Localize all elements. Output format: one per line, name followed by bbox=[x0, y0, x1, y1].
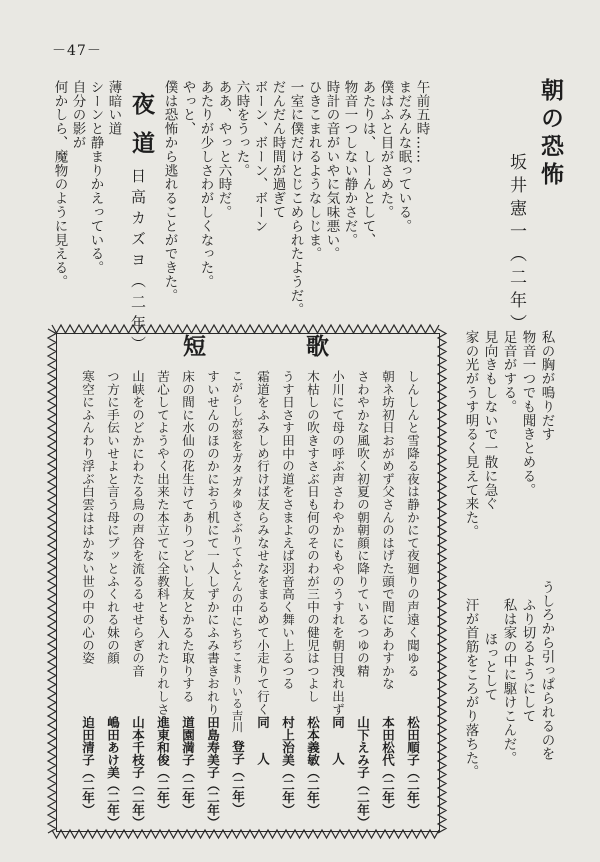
tanka-author: 同人 bbox=[330, 716, 346, 789]
tanka-author: 山下えみ子（二年） bbox=[355, 716, 371, 829]
poem1-line: 物音一つしない静かさだ。 bbox=[341, 80, 358, 247]
tanka-author: 松田順子（二年） bbox=[405, 716, 421, 816]
tanka-title-char: 歌 bbox=[302, 334, 329, 362]
tanka-title-2 bbox=[177, 334, 208, 362]
tanka-text: つ方に手伝いせよと言う母にプッとふくれる妹の顔 bbox=[105, 370, 121, 665]
tanka-title-char: 短 bbox=[179, 334, 206, 362]
tanka-text: うす日さす田中の道をさまよえば羽音高く舞い上るつる bbox=[280, 370, 296, 690]
poem2-line: ほっとして bbox=[481, 632, 498, 702]
poem1-line: ボーン、ボーン、ボーン bbox=[251, 80, 268, 233]
tanka-text: さわやかな風吹く初夏の朝朝顔に降りているつゆの精 bbox=[355, 370, 371, 678]
poem2-line: 私の胸が鳴りだす bbox=[538, 330, 555, 442]
poem2-line: 物音一つでも聞きとめる。 bbox=[519, 330, 536, 497]
poem1-line: ひきこまれるようなしじま。 bbox=[305, 80, 322, 261]
poem1-line: やっと、 bbox=[179, 80, 196, 136]
poem1-line: 一室に僕だけとじこめられたようだ。 bbox=[287, 80, 304, 317]
tanka-author: 本田松代（二年） bbox=[380, 716, 396, 816]
tanka-text: すいせんのほのかにおう机にて一人しずかにふみ書きおれり bbox=[205, 370, 221, 716]
poem2-title: 夜道 bbox=[128, 92, 155, 170]
tanka-text: しんしんと雪降る夜は静かにて夜廻りの声遠く聞ゆる bbox=[405, 370, 421, 678]
poem2-line: 私は家の中に駆けこんだ。 bbox=[500, 598, 517, 765]
poem1-line: 僕は恐怖から逃れることができた。 bbox=[161, 80, 178, 303]
poem2-line: うしろから引っぱられるのを bbox=[538, 580, 555, 761]
tanka-text: 寒空にふんわり浮ぶ白雲ははかない世の中の心の姿 bbox=[80, 370, 96, 665]
poem1-line: まだみんな眠っている。 bbox=[395, 80, 412, 233]
tanka-author: 山本千枝子（二年） bbox=[130, 716, 146, 829]
poem2-line: 自分の影が bbox=[69, 80, 86, 150]
poem1-title: 朝の恐怖 bbox=[537, 78, 564, 190]
poem1-line: だんだん時間が過ぎて bbox=[269, 80, 286, 219]
poem2-line: シーンと静まりかえっている。 bbox=[87, 80, 104, 275]
tanka-text: 朝ネ坊初日おがめず父さんのはげた頭で間にあわすかな bbox=[380, 370, 396, 690]
poem2-line: 汗が首筋をころがり落ちた。 bbox=[462, 598, 479, 779]
poem1-author: 坂井憲一（二年） bbox=[506, 153, 526, 337]
tanka-author: 村上治美（二年） bbox=[280, 716, 296, 816]
tanka-author: 道園満子（二年） bbox=[180, 716, 196, 816]
tanka-author: 進東和俊（二年） bbox=[155, 716, 171, 816]
tanka-author: 登子（二年） bbox=[230, 740, 246, 815]
poem1-line: 僕はふと目がさめた。 bbox=[377, 80, 394, 219]
poem2-line: 足音がする。 bbox=[500, 330, 517, 414]
tanka-author: 松本義敏（二年） bbox=[305, 716, 321, 816]
poem1-line: あたりは、しーんとして、 bbox=[359, 80, 376, 247]
tanka-text: 床の間に水仙の花生けてありつどいし友とかるた取りする bbox=[180, 370, 196, 703]
poem2-line: 見向きもしないで一散に急ぐ bbox=[481, 330, 498, 511]
poem2-line: 薄暗い道 bbox=[105, 80, 122, 136]
tanka-author: 嶋田あけ美（二年） bbox=[105, 716, 121, 829]
tanka-title-1 bbox=[300, 334, 331, 362]
poem2-line: 何かしら、魔物のように見える。 bbox=[51, 80, 68, 289]
tanka-text: 小川にて母の呼ぶ声さわやかにもやのうすれを朝日洩れ出ず bbox=[330, 370, 346, 716]
tanka-text: 霜道をふみしめ行けば友らみなせなをまるめて小走りて行く bbox=[255, 370, 271, 716]
poem2-line: 家の光がうす明るく見えて来た。 bbox=[462, 330, 479, 539]
tanka-author: 同人 bbox=[255, 716, 271, 789]
poem1-line: 六時をうった。 bbox=[233, 80, 250, 178]
tanka-author: 田島寿美子（二年） bbox=[205, 716, 221, 829]
poem1-line: 時計の音がいやに気味悪い。 bbox=[323, 80, 340, 261]
tanka-author: 迫田清子（二年） bbox=[80, 716, 96, 816]
poem2-line: ふり切るようにして bbox=[519, 598, 536, 724]
page-number: －47－ bbox=[52, 43, 102, 59]
tanka-text: 山峡をのどかにわたる鳥の声谷を流るるせせらぎの音 bbox=[130, 370, 146, 678]
tanka-text: こがらしが窓をガタガタゆさぶりてふとんの中にちぢこまりいる吉川 bbox=[230, 370, 245, 733]
poem1-line: ああ、やっと六時だ。 bbox=[215, 80, 232, 219]
poem2-author: 日高カズヨ（二年） bbox=[129, 168, 147, 357]
tanka-text: 木枯しの吹きすさぶ日も何のそのわが三中の健児はつよし bbox=[305, 370, 321, 703]
poem1-line: あたりが少しさわがしくなった。 bbox=[197, 80, 214, 289]
tanka-text: 苦心してようやく出来た本立てに全教科とも入れたりれしさ bbox=[155, 370, 171, 716]
poem1-line: 午前五時…… bbox=[413, 80, 430, 164]
